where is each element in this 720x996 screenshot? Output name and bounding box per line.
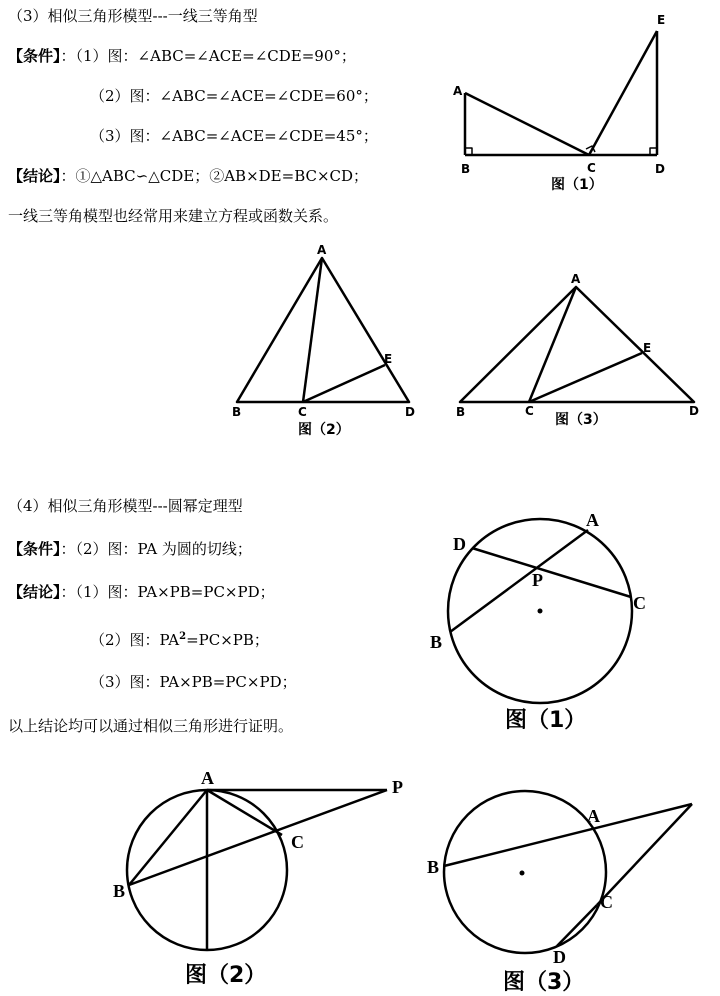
s4-fig3-diagram bbox=[444, 791, 692, 953]
s3-fig3-label-B: B bbox=[456, 405, 466, 419]
conclusion-2-post: =PC×PB； bbox=[186, 631, 269, 649]
s3-fig2-label-E: E bbox=[384, 352, 393, 366]
s4-fig1-label-D: D bbox=[453, 534, 466, 554]
s4-fig2-label-C: C bbox=[291, 832, 304, 852]
exponent: 2 bbox=[179, 631, 187, 642]
s3-fig1-label-B: B bbox=[461, 162, 471, 176]
section4-conclusion-3: （3）图：PA×PB=PC×PD； bbox=[90, 673, 297, 691]
s3-fig1-label-E: E bbox=[657, 13, 666, 27]
s4-fig2-label-P: P bbox=[392, 777, 403, 797]
s4-fig2-label-B: B bbox=[113, 881, 126, 901]
s4-fig3-label-B: B bbox=[427, 857, 440, 877]
conclusion-text: ：①△ABC∽△CDE；②AB×DE=BC×CD； bbox=[60, 167, 369, 185]
s3-fig3-label-A: A bbox=[571, 272, 581, 286]
conclusion-tag: 【结论】 bbox=[8, 583, 61, 601]
s4-fig3-caption: 图（3） bbox=[503, 970, 585, 995]
s3-fig3-diagram bbox=[460, 287, 694, 402]
s3-fig1-label-A: A bbox=[453, 84, 463, 98]
s3-fig1-label-C: C bbox=[587, 161, 596, 175]
section3-condition-3: （3）图：∠ABC=∠ACE=∠CDE=45°； bbox=[90, 127, 378, 145]
condition-1-text: ：（1）图：∠ABC=∠ACE=∠CDE=90°； bbox=[60, 47, 356, 65]
s3-fig2-diagram bbox=[237, 258, 409, 402]
s4-fig1-diagram bbox=[448, 519, 632, 703]
s3-fig2-caption: 图（2） bbox=[298, 422, 350, 438]
s3-fig1-caption: 图（1） bbox=[551, 177, 603, 193]
section4-note: 以上结论均可以通过相似三角形进行证明。 bbox=[8, 717, 294, 735]
s4-fig1-label-A: A bbox=[586, 510, 599, 530]
s3-fig2-label-A: A bbox=[317, 243, 327, 257]
s3-fig3-label-E: E bbox=[643, 341, 652, 355]
condition-tag: 【条件】 bbox=[8, 47, 61, 65]
s3-fig1-label-D: D bbox=[655, 162, 665, 176]
s4-fig3-label-C: C bbox=[600, 892, 613, 912]
s3-fig2-label-D: D bbox=[405, 405, 415, 419]
s3-fig1-diagram bbox=[465, 31, 657, 155]
s4-fig3-label-D: D bbox=[553, 947, 566, 967]
conclusion-tag: 【结论】 bbox=[8, 167, 61, 185]
s4-fig3-label-A: A bbox=[587, 806, 600, 826]
s3-fig2-label-B: B bbox=[232, 405, 242, 419]
s4-fig2-caption: 图（2） bbox=[185, 963, 267, 988]
conclusion-1-text: ：（1）图：PA×PB=PC×PD； bbox=[60, 583, 275, 601]
s4-fig1-caption: 图（1） bbox=[505, 708, 587, 733]
section3-heading: （3）相似三角形模型---一线三等角型 bbox=[8, 7, 258, 25]
conclusion-2-pre: （2）图：PA bbox=[90, 631, 180, 649]
s4-fig2-label-A: A bbox=[201, 768, 214, 788]
s4-fig1-label-C: C bbox=[633, 593, 646, 613]
section3-note: 一线三等角模型也经常用来建立方程或函数关系。 bbox=[8, 207, 339, 225]
section3-condition-2: （2）图：∠ABC=∠ACE=∠CDE=60°； bbox=[90, 87, 378, 105]
s3-fig2-label-C: C bbox=[298, 405, 307, 419]
s4-fig1-label-B: B bbox=[430, 632, 443, 652]
s4-fig2-diagram bbox=[127, 790, 387, 950]
condition-text: ：（2）图：PA 为圆的切线； bbox=[60, 540, 252, 558]
condition-tag: 【条件】 bbox=[8, 540, 61, 558]
s3-fig3-caption: 图（3） bbox=[555, 412, 607, 428]
section4-heading: （4）相似三角形模型---圆幂定理型 bbox=[8, 497, 243, 515]
s3-fig3-label-C: C bbox=[525, 404, 534, 418]
s3-fig3-label-D: D bbox=[689, 404, 699, 418]
s4-fig1-label-P: P bbox=[532, 570, 543, 590]
